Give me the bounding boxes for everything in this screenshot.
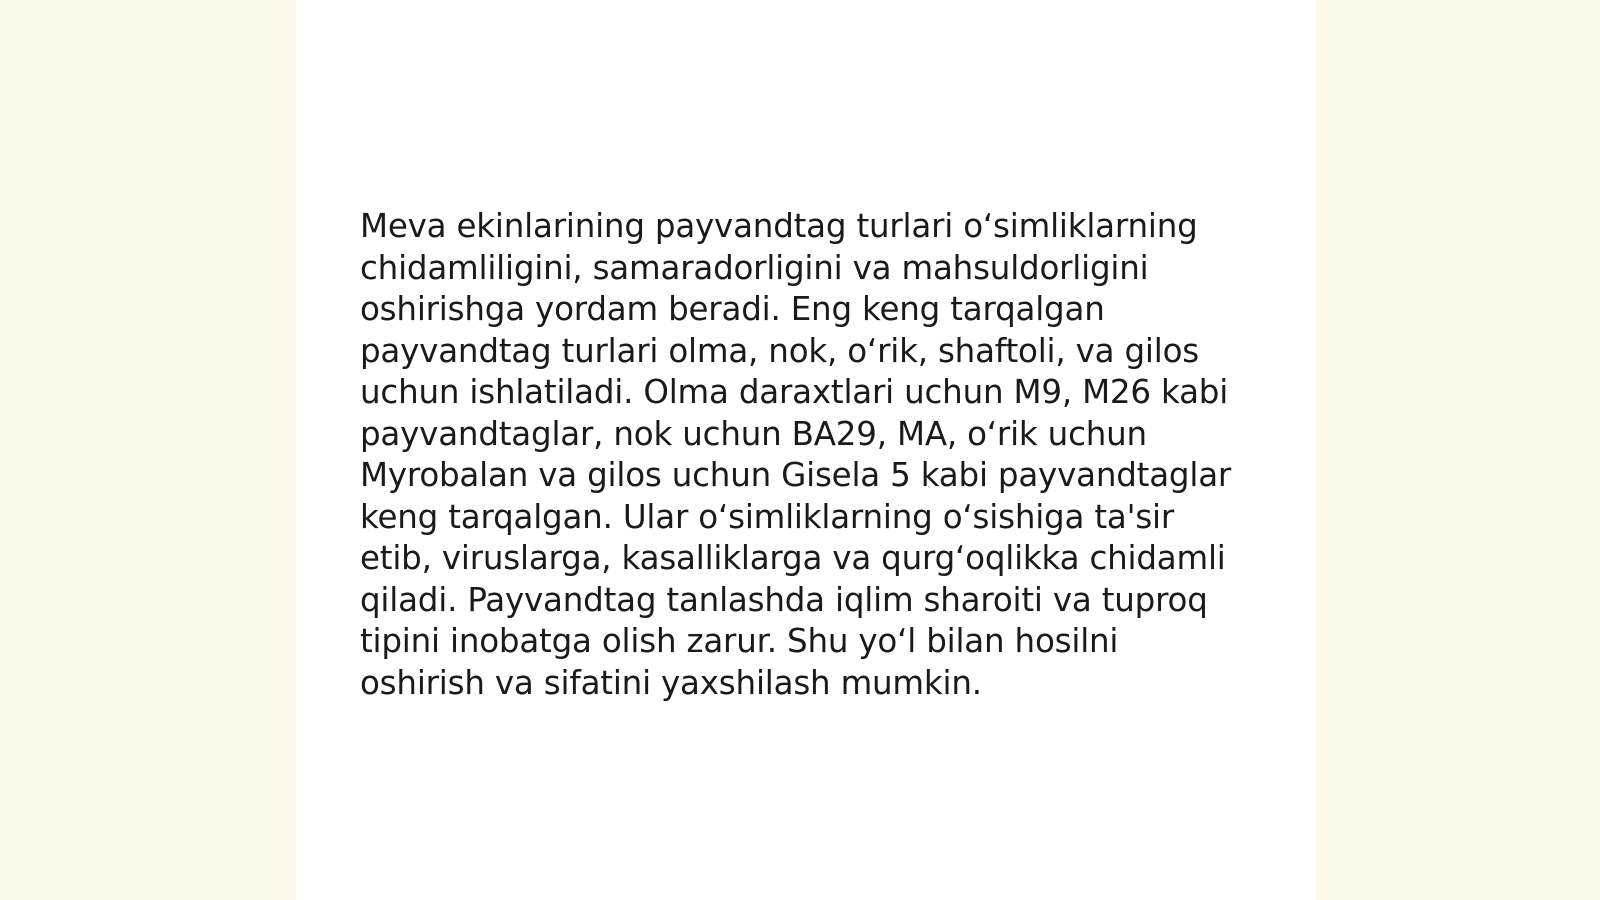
text-line: etib, viruslarga, kasalliklarga va qurg‘oqlikka chidamli	[360, 539, 1226, 577]
text-line: chidamliligini, samaradorligini va mahsuldorligini	[360, 248, 1149, 287]
body-paragraph	[360, 206, 1260, 704]
text-line: oshirishga yordam beradi. Eng keng tarqalgan	[360, 290, 1105, 328]
text-line: keng tarqalgan. Ular o‘simliklarning o‘sishiga ta'sir	[360, 497, 1175, 536]
text-line: Myrobalan va gilos uchun Gisela 5 kabi payvandtaglar	[360, 456, 1232, 494]
text-line: payvandtaglar, nok uchun BA29, MA, o‘rik uchun	[360, 414, 1147, 453]
left-margin	[0, 0, 296, 900]
slide-page	[296, 0, 1316, 900]
text-line: oshirish va sifatini yaxshilash mumkin.	[360, 663, 982, 702]
text-line: Meva ekinlarining payvandtag turlari o‘simliklarning	[360, 207, 1198, 245]
text-line: qiladi. Payvandtag tanlashda iqlim sharoiti va tuproq	[360, 580, 1208, 619]
right-margin	[1316, 0, 1600, 900]
text-line: tipini inobatga olish zarur. Shu yo‘l bilan hosilni	[360, 622, 1119, 660]
text-line: payvandtag turlari olma, nok, o‘rik, shaftoli, va gilos	[360, 331, 1199, 370]
text-line: uchun ishlatiladi. Olma daraxtlari uchun M9, M26 kabi	[360, 373, 1229, 411]
